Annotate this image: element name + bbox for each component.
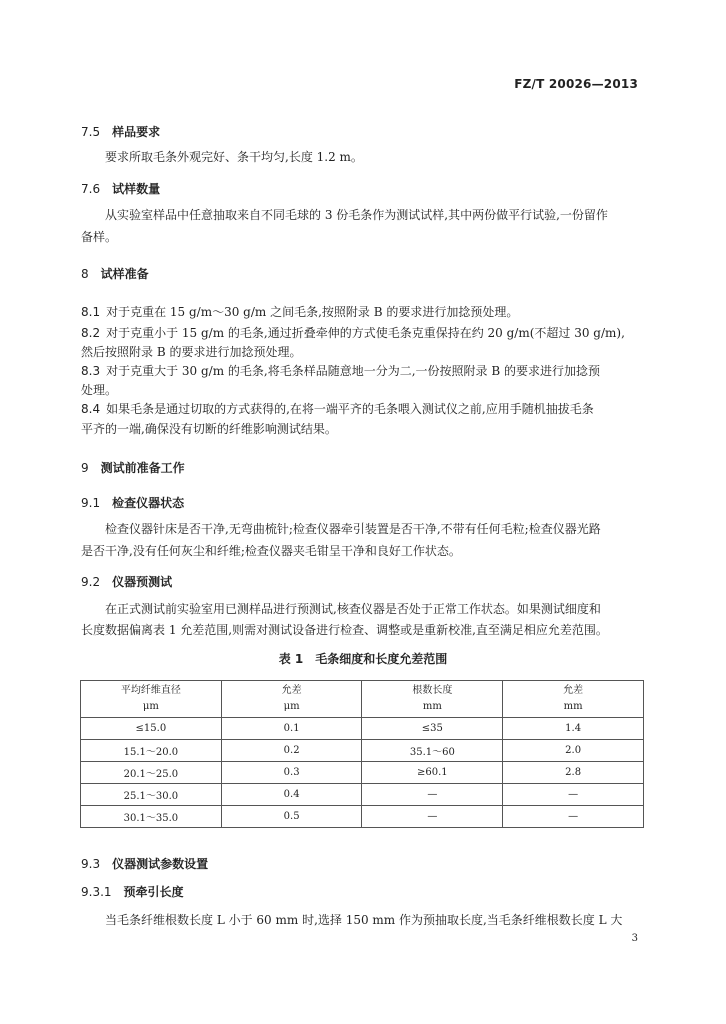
table-cell: ≥60.1 bbox=[362, 762, 503, 784]
section-title: 样品要求 bbox=[112, 125, 161, 139]
header-cell bbox=[221, 681, 362, 718]
header-label: 允差 bbox=[563, 685, 584, 696]
paragraph-9-1-line2: 是否干净,没有任何灰尘和纤维;检查仪器夹毛钳呈干净和良好工作状态。 bbox=[81, 544, 461, 558]
header-cell bbox=[503, 681, 644, 718]
table-row bbox=[81, 718, 644, 740]
section-number: 9 bbox=[81, 461, 89, 475]
paragraph-7-6-line2: 备样。 bbox=[81, 230, 118, 244]
table-cell: 0.3 bbox=[221, 762, 362, 784]
section-heading-9-1 bbox=[81, 494, 184, 511]
clause-text: 对于克重大于 30 g/m 的毛条,将毛条样品随意地一分为二,一份按照附录 B 的要求进行加捻预 bbox=[106, 364, 600, 378]
standard-number: FZ/T 20026—2013 bbox=[514, 77, 638, 91]
header-label: 根数长度 bbox=[412, 685, 453, 696]
section-title: 试样数量 bbox=[112, 182, 161, 196]
section-heading-7-5 bbox=[81, 123, 160, 140]
section-heading-8 bbox=[81, 265, 149, 282]
table-cell: 0.4 bbox=[221, 784, 362, 806]
section-heading-9-3 bbox=[81, 855, 208, 872]
clause-number: 8.4 bbox=[81, 402, 101, 416]
table-cell: 20.1～25.0 bbox=[81, 762, 222, 784]
table-cell: — bbox=[503, 806, 644, 828]
section-number: 8 bbox=[81, 267, 89, 281]
section-heading-9-3-1 bbox=[81, 883, 184, 900]
table-caption: 表 1 毛条细度和长度允差范围 bbox=[278, 652, 448, 666]
clause-text: 如果毛条是通过切取的方式获得的,在将一端平齐的毛条喂入测试仪之前,应用手随机抽拔毛条 bbox=[106, 402, 594, 416]
table-cell: 2.8 bbox=[503, 762, 644, 784]
clause-number: 8.3 bbox=[81, 364, 101, 378]
paragraph-9-3-1: 当毛条纤维根数长度 L 小于 60 mm 时,选择 150 mm 作为预抽取长度,当毛条纤维根数长度 L 大 bbox=[105, 913, 623, 927]
header-unit: μm bbox=[283, 701, 300, 712]
page-number: 3 bbox=[631, 933, 638, 944]
section-number: 9.3 bbox=[81, 857, 101, 871]
table-cell: — bbox=[362, 806, 503, 828]
table-cell: 0.2 bbox=[221, 740, 362, 762]
table-row bbox=[81, 806, 644, 828]
section-heading-7-6 bbox=[81, 180, 160, 197]
section-number: 9.1 bbox=[81, 496, 101, 510]
header-cell bbox=[362, 681, 503, 718]
paragraph-8-3-line2: 处理。 bbox=[81, 383, 118, 397]
table-cell: 30.1～35.0 bbox=[81, 806, 222, 828]
paragraph-8-4-line1 bbox=[81, 398, 643, 420]
section-number: 9.3.1 bbox=[81, 885, 112, 899]
table-row bbox=[81, 740, 644, 762]
table-cell: ≤15.0 bbox=[81, 718, 222, 740]
section-number: 7.5 bbox=[81, 125, 101, 139]
section-title: 预牵引长度 bbox=[123, 885, 184, 899]
paragraph-9-2-line2: 长度数据偏离表 1 允差范围,则需对测试设备进行检查、调整或是重新校准,直至满足相应允差范围。 bbox=[81, 623, 608, 637]
section-title: 试样准备 bbox=[100, 267, 149, 281]
paragraph-7-6-line1: 从实验室样品中任意抽取来自不同毛球的 3 份毛条作为测试试样,其中两份做平行试验,一份留作 bbox=[105, 208, 608, 222]
table-cell: 1.4 bbox=[503, 718, 644, 740]
section-title: 仪器测试参数设置 bbox=[112, 857, 209, 871]
paragraph-8-1 bbox=[81, 301, 643, 323]
section-title: 测试前准备工作 bbox=[100, 461, 185, 475]
clause-number: 8.1 bbox=[81, 305, 101, 319]
header-label: 平均纤维直径 bbox=[120, 685, 181, 696]
paragraph-8-4-line2: 平齐的一端,确保没有切断的纤维影响测试结果。 bbox=[81, 422, 337, 436]
header-cell bbox=[81, 681, 222, 718]
table-row bbox=[81, 784, 644, 806]
header-label: 允差 bbox=[281, 685, 302, 696]
section-title: 检查仪器状态 bbox=[112, 496, 185, 510]
table-cell: ≤35 bbox=[362, 718, 503, 740]
table-header-row bbox=[81, 681, 644, 718]
clause-text: 对于克重小于 15 g/m 的毛条,通过折叠牵伸的方式使毛条克重保持在约 20 g/m(不超过 30 g/m), bbox=[106, 326, 625, 340]
table-cell: — bbox=[503, 784, 644, 806]
table-cell: 15.1～20.0 bbox=[81, 740, 222, 762]
section-number: 9.2 bbox=[81, 575, 101, 589]
table-cell: 35.1～60 bbox=[362, 740, 503, 762]
section-title: 仪器预测试 bbox=[112, 575, 173, 589]
table-cell: 0.1 bbox=[221, 718, 362, 740]
paragraph-9-2-line1: 在正式测试前实验室用已测样品进行预测试,核查仪器是否处于正常工作状态。如果测试细度和 bbox=[105, 602, 601, 616]
section-heading-9 bbox=[81, 459, 185, 476]
paragraph-9-1-line1: 检查仪器针床是否干净,无弯曲梳针;检查仪器牵引装置是否干净,不带有任何毛粒;检查仪器光路 bbox=[105, 522, 601, 536]
section-number: 7.6 bbox=[81, 182, 101, 196]
table-cell: 25.1～30.0 bbox=[81, 784, 222, 806]
tolerance-table bbox=[80, 680, 644, 828]
paragraph-7-5: 要求所取毛条外观完好、条干均匀,长度 1.2 m。 bbox=[105, 150, 363, 164]
paragraph-8-2-line2: 然后按照附录 B 的要求进行加捻预处理。 bbox=[81, 345, 302, 359]
header-unit: μm bbox=[142, 701, 159, 712]
table-row bbox=[81, 762, 644, 784]
clause-text: 对于克重在 15 g/m～30 g/m 之间毛条,按照附录 B 的要求进行加捻预处理。 bbox=[106, 305, 519, 319]
header-unit: mm bbox=[422, 701, 442, 712]
table-cell: — bbox=[362, 784, 503, 806]
header-unit: mm bbox=[563, 701, 583, 712]
section-heading-9-2 bbox=[81, 573, 172, 590]
table-cell: 0.5 bbox=[221, 806, 362, 828]
table-cell: 2.0 bbox=[503, 740, 644, 762]
clause-number: 8.2 bbox=[81, 326, 101, 340]
